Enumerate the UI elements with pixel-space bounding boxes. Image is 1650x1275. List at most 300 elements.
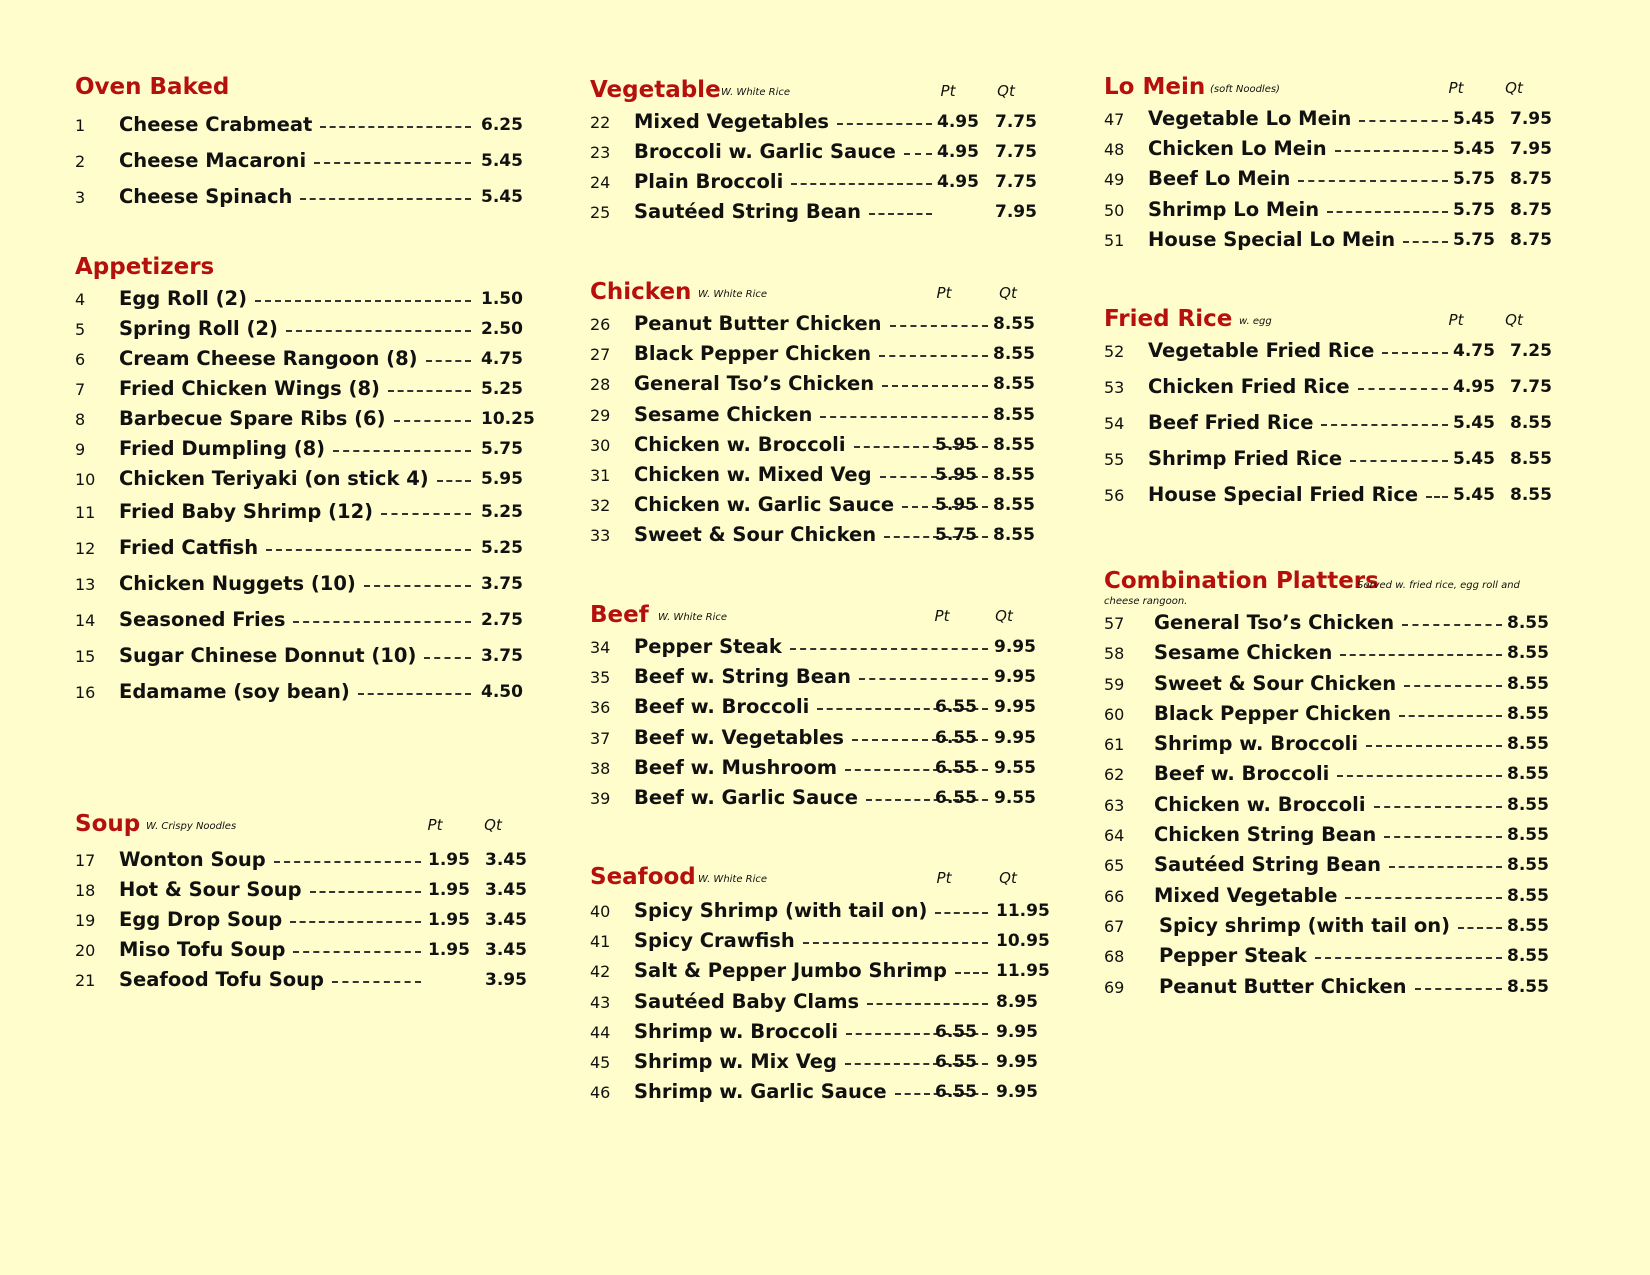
dotted-leader bbox=[320, 126, 471, 128]
quart-column-header: Qt bbox=[484, 816, 502, 834]
section-title: Seafood bbox=[590, 864, 696, 890]
item-price: 5.25 bbox=[481, 379, 523, 399]
menu-item-43 bbox=[590, 989, 1060, 1019]
vegetable-section bbox=[590, 77, 1060, 229]
quart-price: 9.55 bbox=[994, 757, 1036, 778]
menu-item-13 bbox=[75, 571, 545, 607]
quart-column-header: Qt bbox=[1505, 79, 1523, 97]
item-number: 22 bbox=[590, 113, 611, 132]
dotted-leader bbox=[1350, 460, 1448, 462]
dotted-leader bbox=[1389, 866, 1502, 868]
menu-item-26 bbox=[590, 311, 1060, 341]
item-price: 5.45 bbox=[481, 151, 523, 171]
item-number: 31 bbox=[590, 465, 611, 485]
quart-price: 8.55 bbox=[993, 374, 1035, 395]
pint-price: 5.45 bbox=[1453, 139, 1495, 160]
pint-price: 6.55 bbox=[935, 727, 977, 748]
menu-item-12 bbox=[75, 535, 545, 571]
item-name-chicken-lo-mein: Chicken Lo Mein bbox=[1148, 137, 1327, 161]
item-number: 21 bbox=[75, 971, 96, 990]
pint-price: 1.95 bbox=[428, 880, 470, 900]
dotted-leader bbox=[1315, 957, 1502, 959]
pint-price: 5.75 bbox=[1453, 229, 1495, 250]
quart-price: 9.95 bbox=[996, 1082, 1038, 1103]
dotted-leader bbox=[381, 513, 471, 515]
quart-column-header: Qt bbox=[995, 607, 1013, 625]
quart-column-header: Qt bbox=[1505, 311, 1523, 329]
pint-column-header: Pt bbox=[936, 284, 952, 302]
menu-item-68 bbox=[1104, 943, 1604, 973]
pint-price: 5.75 bbox=[1453, 199, 1495, 220]
menu-item-11 bbox=[75, 499, 545, 535]
item-number: 16 bbox=[75, 683, 96, 702]
menu-item-27 bbox=[590, 341, 1060, 371]
item-price: 8.55 bbox=[1507, 915, 1549, 936]
item-number: 40 bbox=[590, 902, 611, 921]
item-number: 62 bbox=[1104, 765, 1125, 785]
item-number: 59 bbox=[1104, 674, 1125, 694]
pint-price: 6.55 bbox=[935, 1082, 977, 1103]
item-name-edamame-soy-bean: Edamame (soy bean) bbox=[119, 680, 350, 703]
item-price: 5.25 bbox=[481, 538, 523, 558]
item-name-shrimp-w-broccoli: Shrimp w. Broccoli bbox=[1154, 732, 1359, 756]
dotted-leader bbox=[293, 951, 421, 953]
menu-item-31 bbox=[590, 462, 1060, 492]
item-number: 43 bbox=[590, 992, 611, 1012]
pint-price: 5.75 bbox=[935, 525, 977, 546]
section-header bbox=[75, 254, 545, 286]
dotted-leader bbox=[867, 1003, 988, 1005]
item-name-plain-broccoli: Plain Broccoli bbox=[634, 170, 784, 193]
dotted-leader bbox=[274, 861, 421, 863]
item-number: 4 bbox=[75, 290, 86, 309]
section-note: W. Crispy Noodles bbox=[146, 821, 237, 832]
dotted-leader bbox=[1403, 241, 1448, 243]
menu-item-52 bbox=[1104, 338, 1604, 374]
menu-item-54 bbox=[1104, 410, 1604, 446]
item-number: 20 bbox=[75, 941, 96, 960]
dotted-leader bbox=[1358, 388, 1448, 390]
item-name-pepper-steak: Pepper Steak bbox=[634, 635, 782, 658]
menu-item-48 bbox=[1104, 136, 1604, 166]
item-number: 58 bbox=[1104, 644, 1125, 664]
item-number: 5 bbox=[75, 320, 86, 339]
item-number: 47 bbox=[1104, 110, 1125, 129]
pint-column-header: Pt bbox=[1448, 311, 1464, 329]
quart-price: 9.55 bbox=[994, 787, 1036, 808]
chicken-section bbox=[590, 279, 1060, 553]
dotted-leader bbox=[314, 162, 471, 164]
quart-price: 8.55 bbox=[993, 344, 1035, 365]
item-price: 4.50 bbox=[481, 682, 523, 702]
dotted-leader bbox=[332, 981, 421, 983]
dotted-leader bbox=[394, 420, 471, 422]
item-price: 10.25 bbox=[481, 409, 535, 429]
section-note: W. White Rice bbox=[698, 874, 768, 885]
item-price: 5.75 bbox=[481, 439, 523, 459]
dotted-leader bbox=[1404, 685, 1502, 687]
item-price: 2.75 bbox=[481, 610, 523, 630]
section-header bbox=[75, 74, 545, 112]
quart-price: 9.95 bbox=[994, 667, 1036, 688]
quart-price: 3.45 bbox=[485, 880, 527, 900]
dotted-leader bbox=[364, 585, 471, 587]
section-title: Vegetable bbox=[590, 77, 721, 103]
item-number: 51 bbox=[1104, 230, 1125, 250]
item-number: 41 bbox=[590, 932, 611, 952]
quart-price: 8.95 bbox=[996, 991, 1038, 1012]
quart-column-header: Qt bbox=[999, 284, 1017, 302]
item-number: 61 bbox=[1104, 735, 1125, 755]
menu-item-44 bbox=[590, 1019, 1060, 1049]
dotted-leader bbox=[803, 942, 988, 944]
dotted-leader bbox=[286, 330, 471, 332]
menu-item-65 bbox=[1104, 852, 1604, 882]
menu-item-22 bbox=[590, 109, 1060, 139]
item-price: 8.55 bbox=[1507, 613, 1549, 633]
section-header bbox=[1104, 568, 1604, 610]
menu-item-38 bbox=[590, 755, 1060, 785]
section-header bbox=[1104, 74, 1604, 106]
dotted-leader bbox=[437, 480, 471, 482]
pint-price: 5.95 bbox=[935, 495, 977, 516]
item-number: 52 bbox=[1104, 342, 1125, 361]
item-name-beef-lo-mein: Beef Lo Mein bbox=[1148, 167, 1291, 191]
quart-price: 8.55 bbox=[1510, 449, 1552, 469]
item-name-saut-ed-string-bean: Sautéed String Bean bbox=[634, 200, 862, 223]
menu-item-1 bbox=[75, 112, 545, 148]
item-name-beef-w-garlic-sauce: Beef w. Garlic Sauce bbox=[634, 785, 858, 809]
item-name-hot-sour-soup: Hot & Sour Soup bbox=[119, 878, 302, 901]
menu-item-9 bbox=[75, 436, 545, 466]
dotted-leader bbox=[890, 325, 988, 327]
quart-price: 8.55 bbox=[1510, 485, 1552, 505]
section-title: Combination Platters bbox=[1104, 568, 1379, 594]
item-name-fried-dumpling-8: Fried Dumpling (8) bbox=[119, 437, 326, 460]
menu-item-4 bbox=[75, 286, 545, 316]
oven-baked-section bbox=[75, 74, 545, 220]
section-note: W. White Rice bbox=[658, 612, 728, 623]
item-name-chicken-string-bean: Chicken String Bean bbox=[1154, 823, 1377, 847]
quart-price: 7.75 bbox=[995, 142, 1037, 162]
item-number: 19 bbox=[75, 911, 96, 930]
item-number: 34 bbox=[590, 638, 611, 657]
menu-item-63 bbox=[1104, 792, 1604, 822]
pint-price: 6.55 bbox=[935, 1021, 977, 1042]
item-number: 63 bbox=[1104, 795, 1125, 815]
dotted-leader bbox=[1337, 775, 1502, 777]
menu-item-15 bbox=[75, 643, 545, 679]
item-name-beef-w-string-bean: Beef w. String Bean bbox=[634, 665, 851, 689]
item-number: 68 bbox=[1104, 947, 1125, 967]
section-note: w. egg bbox=[1239, 316, 1272, 327]
menu-item-56 bbox=[1104, 482, 1604, 518]
dotted-leader bbox=[255, 300, 471, 302]
item-name-sesame-chicken: Sesame Chicken bbox=[1154, 641, 1333, 665]
dotted-leader bbox=[1402, 624, 1502, 626]
item-name-chicken-w-garlic-sauce: Chicken w. Garlic Sauce bbox=[634, 493, 895, 517]
menu-item-30 bbox=[590, 432, 1060, 462]
item-number: 1 bbox=[75, 116, 86, 135]
dotted-leader bbox=[333, 450, 471, 452]
menu-item-47 bbox=[1104, 106, 1604, 136]
menu-item-35 bbox=[590, 664, 1060, 694]
menu-item-8 bbox=[75, 406, 545, 436]
dotted-leader bbox=[955, 972, 988, 974]
menu-item-2 bbox=[75, 148, 545, 184]
menu-item-5 bbox=[75, 316, 545, 346]
item-number: 67 bbox=[1104, 916, 1125, 936]
item-name-shrimp-w-broccoli: Shrimp w. Broccoli bbox=[634, 1019, 839, 1043]
item-name-chicken-teriyaki-on-stick-4: Chicken Teriyaki (on stick 4) bbox=[119, 467, 429, 490]
menu-item-7 bbox=[75, 376, 545, 406]
item-name-wonton-soup: Wonton Soup bbox=[119, 848, 266, 871]
pint-price: 5.45 bbox=[1453, 485, 1495, 505]
item-number: 25 bbox=[590, 203, 611, 222]
menu-item-25 bbox=[590, 199, 1060, 229]
dotted-leader bbox=[1415, 988, 1502, 990]
dotted-leader bbox=[935, 912, 988, 914]
dotted-leader bbox=[859, 678, 988, 680]
section-note: W. White Rice bbox=[721, 87, 791, 98]
item-name-fried-baby-shrimp-12: Fried Baby Shrimp (12) bbox=[119, 500, 374, 523]
item-price: 4.75 bbox=[481, 349, 523, 369]
item-name-chicken-w-mixed-veg: Chicken w. Mixed Veg bbox=[634, 462, 872, 486]
pint-price: 1.95 bbox=[428, 850, 470, 870]
item-name-egg-drop-soup: Egg Drop Soup bbox=[119, 908, 283, 931]
item-number: 14 bbox=[75, 611, 96, 630]
item-name-cheese-macaroni: Cheese Macaroni bbox=[119, 149, 307, 172]
item-price: 8.55 bbox=[1507, 825, 1549, 846]
quart-column-header: Qt bbox=[999, 869, 1017, 887]
item-name-seasoned-fries: Seasoned Fries bbox=[119, 608, 286, 631]
item-number: 27 bbox=[590, 345, 611, 365]
fried-rice-section bbox=[1104, 306, 1604, 518]
quart-price: 7.95 bbox=[1510, 139, 1552, 160]
section-note: W. White Rice bbox=[698, 289, 768, 300]
item-name-spicy-crawfish: Spicy Crawfish bbox=[634, 929, 795, 953]
item-number: 64 bbox=[1104, 826, 1125, 846]
dotted-leader bbox=[424, 657, 471, 659]
menu-item-3 bbox=[75, 184, 545, 220]
item-price: 2.50 bbox=[481, 319, 523, 339]
pint-price: 6.55 bbox=[935, 787, 977, 808]
quart-price: 3.95 bbox=[485, 970, 527, 990]
quart-price: 7.95 bbox=[1510, 109, 1552, 129]
item-price: 1.50 bbox=[481, 289, 523, 309]
item-name-mixed-vegetables: Mixed Vegetables bbox=[634, 110, 830, 133]
appetizers-section bbox=[75, 254, 545, 715]
pint-price: 1.95 bbox=[428, 940, 470, 960]
menu-item-41 bbox=[590, 928, 1060, 958]
item-name-shrimp-fried-rice: Shrimp Fried Rice bbox=[1148, 447, 1343, 470]
menu-item-23 bbox=[590, 139, 1060, 169]
item-name-sugar-chinese-donnut-10: Sugar Chinese Donnut (10) bbox=[119, 644, 417, 667]
menu-item-6 bbox=[75, 346, 545, 376]
menu-item-42 bbox=[590, 958, 1060, 988]
pint-column-header: Pt bbox=[940, 82, 956, 100]
item-name-shrimp-lo-mein: Shrimp Lo Mein bbox=[1148, 197, 1320, 221]
dotted-leader bbox=[1384, 836, 1502, 838]
soup-section bbox=[75, 811, 545, 997]
item-number: 7 bbox=[75, 380, 86, 399]
menu-item-21 bbox=[75, 967, 545, 997]
pint-column-header: Pt bbox=[936, 869, 952, 887]
quart-price: 11.95 bbox=[996, 961, 1050, 982]
item-name-sweet-sour-chicken: Sweet & Sour Chicken bbox=[634, 523, 877, 547]
item-name-seafood-tofu-soup: Seafood Tofu Soup bbox=[119, 968, 324, 991]
item-name-cheese-spinach: Cheese Spinach bbox=[119, 185, 293, 208]
pint-price: 4.95 bbox=[937, 172, 979, 192]
dotted-leader bbox=[790, 648, 988, 650]
item-name-beef-w-broccoli: Beef w. Broccoli bbox=[1154, 762, 1330, 786]
dotted-leader bbox=[1359, 120, 1448, 122]
section-title: Soup bbox=[75, 811, 141, 837]
dotted-leader bbox=[300, 198, 471, 200]
item-number: 23 bbox=[590, 143, 611, 162]
dotted-leader bbox=[1321, 424, 1448, 426]
item-name-black-pepper-chicken: Black Pepper Chicken bbox=[1154, 701, 1392, 725]
item-number: 29 bbox=[590, 405, 611, 425]
item-name-peanut-butter-chicken: Peanut Butter Chicken bbox=[1159, 974, 1407, 998]
item-name-sesame-chicken: Sesame Chicken bbox=[634, 402, 813, 426]
item-price: 8.55 bbox=[1507, 855, 1549, 876]
quart-price: 7.75 bbox=[995, 112, 1037, 132]
item-number: 6 bbox=[75, 350, 86, 369]
menu-item-58 bbox=[1104, 640, 1604, 670]
quart-price: 8.75 bbox=[1510, 169, 1552, 190]
item-price: 8.55 bbox=[1507, 764, 1549, 785]
menu-item-39 bbox=[590, 785, 1060, 815]
menu-item-62 bbox=[1104, 761, 1604, 791]
menu-item-60 bbox=[1104, 701, 1604, 731]
item-price: 8.55 bbox=[1507, 946, 1549, 967]
item-number: 24 bbox=[590, 173, 611, 192]
item-name-house-special-fried-rice: House Special Fried Rice bbox=[1148, 483, 1419, 506]
item-name-vegetable-fried-rice: Vegetable Fried Rice bbox=[1148, 339, 1375, 362]
item-number: 69 bbox=[1104, 977, 1125, 997]
item-name-barbecue-spare-ribs-6: Barbecue Spare Ribs (6) bbox=[119, 407, 386, 430]
menu-item-19 bbox=[75, 907, 545, 937]
item-number: 39 bbox=[590, 788, 611, 808]
item-name-chicken-nuggets-10: Chicken Nuggets (10) bbox=[119, 572, 356, 595]
dotted-leader bbox=[1298, 180, 1448, 182]
item-name-chicken-fried-rice: Chicken Fried Rice bbox=[1148, 375, 1350, 398]
item-name-pepper-steak: Pepper Steak bbox=[1159, 944, 1307, 968]
menu-item-17 bbox=[75, 847, 545, 877]
dotted-leader bbox=[1399, 715, 1502, 717]
pint-price: 5.45 bbox=[1453, 449, 1495, 469]
pint-price: 6.55 bbox=[935, 1051, 977, 1072]
menu-item-45 bbox=[590, 1049, 1060, 1079]
dotted-leader bbox=[1335, 150, 1448, 152]
item-name-beef-w-broccoli: Beef w. Broccoli bbox=[634, 695, 810, 719]
pint-price: 6.55 bbox=[935, 757, 977, 778]
item-name-broccoli-w-garlic-sauce: Broccoli w. Garlic Sauce bbox=[634, 140, 896, 163]
item-price: 3.75 bbox=[481, 574, 523, 594]
item-name-black-pepper-chicken: Black Pepper Chicken bbox=[634, 342, 872, 366]
dotted-leader bbox=[1340, 654, 1502, 656]
quart-price: 8.55 bbox=[993, 495, 1035, 516]
dotted-leader bbox=[358, 693, 471, 695]
item-number: 35 bbox=[590, 668, 611, 688]
menu-item-59 bbox=[1104, 671, 1604, 701]
item-number: 46 bbox=[590, 1083, 611, 1103]
dotted-leader bbox=[882, 385, 988, 387]
menu-item-33 bbox=[590, 522, 1060, 552]
section-title: Appetizers bbox=[75, 254, 215, 280]
beef-section bbox=[590, 602, 1060, 815]
pint-price: 4.95 bbox=[1453, 377, 1495, 397]
quart-price: 7.25 bbox=[1510, 341, 1552, 361]
pint-price: 5.75 bbox=[1453, 169, 1495, 190]
item-name-house-special-lo-mein: House Special Lo Mein bbox=[1148, 227, 1396, 251]
menu-item-51 bbox=[1104, 227, 1604, 257]
quart-price: 9.95 bbox=[996, 1051, 1038, 1072]
menu-item-14 bbox=[75, 607, 545, 643]
section-title: Fried Rice bbox=[1104, 306, 1233, 332]
item-price: 8.55 bbox=[1507, 673, 1549, 694]
item-number: 60 bbox=[1104, 704, 1125, 724]
item-price: 5.45 bbox=[481, 187, 523, 207]
section-title: Oven Baked bbox=[75, 74, 230, 100]
section-header bbox=[590, 602, 1060, 634]
combination-platters-section bbox=[1104, 568, 1604, 1004]
item-number: 48 bbox=[1104, 140, 1125, 160]
item-number: 12 bbox=[75, 539, 96, 558]
quart-price: 8.55 bbox=[993, 525, 1035, 546]
menu-item-16 bbox=[75, 679, 545, 715]
menu-item-69 bbox=[1104, 974, 1604, 1004]
dotted-leader bbox=[791, 183, 932, 185]
item-name-beef-w-mushroom: Beef w. Mushroom bbox=[634, 755, 838, 779]
pint-price: 4.95 bbox=[937, 142, 979, 162]
menu-item-20 bbox=[75, 937, 545, 967]
section-header bbox=[590, 864, 1060, 898]
menu-item-32 bbox=[590, 492, 1060, 522]
item-number: 37 bbox=[590, 728, 611, 748]
quart-price: 11.95 bbox=[996, 901, 1050, 921]
menu-item-57 bbox=[1104, 610, 1604, 640]
item-number: 18 bbox=[75, 881, 96, 900]
section-header bbox=[590, 77, 1060, 109]
item-name-salt-pepper-jumbo-shrimp: Salt & Pepper Jumbo Shrimp bbox=[634, 959, 947, 983]
menu-item-36 bbox=[590, 694, 1060, 724]
menu-item-34 bbox=[590, 634, 1060, 664]
item-name-cream-cheese-rangoon-8: Cream Cheese Rangoon (8) bbox=[119, 347, 418, 370]
item-name-spicy-shrimp-with-tail-on: Spicy Shrimp (with tail on) bbox=[634, 899, 928, 922]
section-note: (soft Noodles) bbox=[1210, 84, 1280, 95]
quart-price: 3.45 bbox=[485, 940, 527, 960]
item-name-mixed-vegetable: Mixed Vegetable bbox=[1154, 883, 1338, 907]
menu-item-46 bbox=[590, 1079, 1060, 1109]
item-price: 8.55 bbox=[1507, 734, 1549, 755]
dotted-leader bbox=[426, 360, 471, 362]
quart-price: 8.55 bbox=[993, 464, 1035, 485]
item-name-fried-catfish: Fried Catfish bbox=[119, 536, 259, 559]
item-name-chicken-w-broccoli: Chicken w. Broccoli bbox=[634, 432, 846, 456]
item-price: 8.55 bbox=[1507, 643, 1549, 664]
item-name-sweet-sour-chicken: Sweet & Sour Chicken bbox=[1154, 671, 1397, 695]
item-number: 42 bbox=[590, 962, 611, 982]
item-name-shrimp-w-garlic-sauce: Shrimp w. Garlic Sauce bbox=[634, 1080, 887, 1104]
item-number: 26 bbox=[590, 315, 611, 334]
item-name-cheese-crabmeat: Cheese Crabmeat bbox=[119, 113, 313, 136]
quart-price: 10.95 bbox=[996, 931, 1050, 952]
quart-price: 7.75 bbox=[1510, 377, 1552, 397]
item-name-general-tsos-chicken: General Tso’s Chicken bbox=[1154, 611, 1395, 634]
dotted-leader bbox=[1366, 745, 1502, 747]
